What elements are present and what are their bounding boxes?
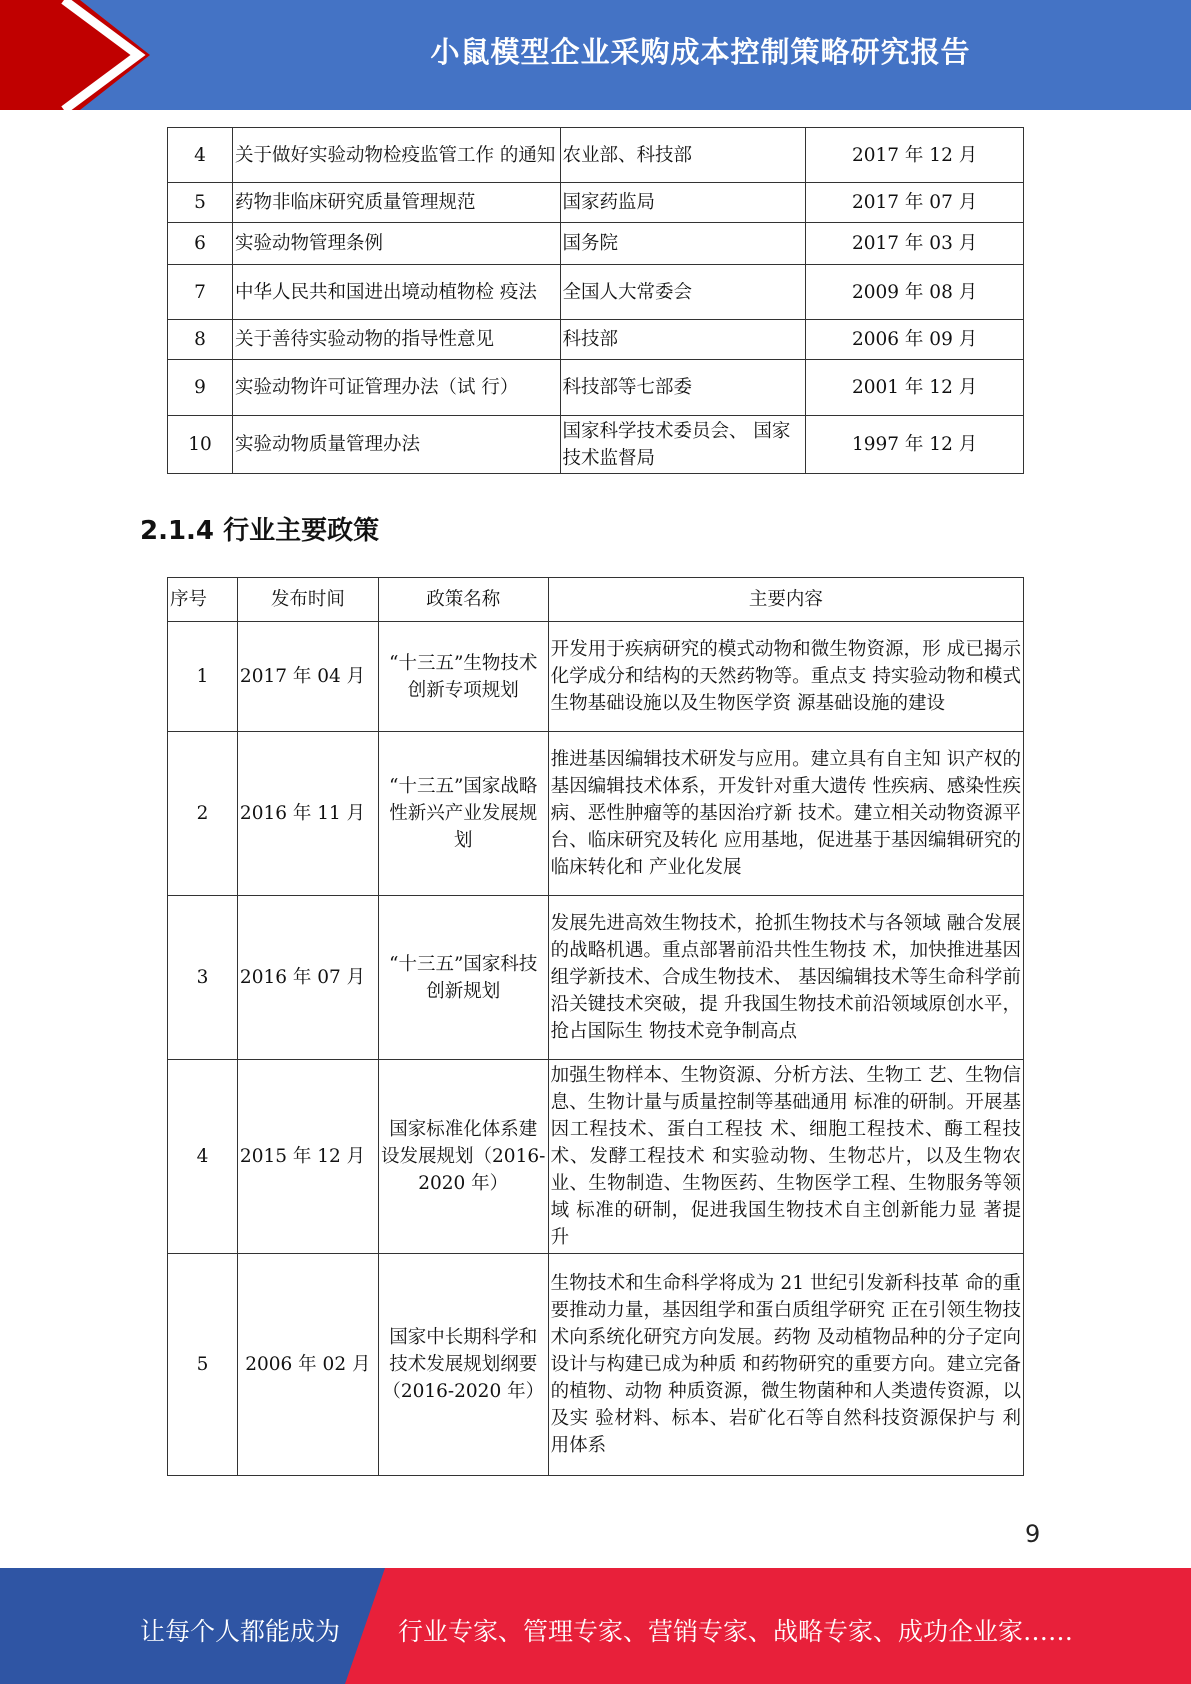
regulation-date: 2009 年 08 月 xyxy=(806,265,1024,320)
table-row xyxy=(168,128,1024,183)
row-number: 1 xyxy=(168,622,238,732)
regulation-issuer: 国家药监局 xyxy=(560,183,806,223)
table-row xyxy=(168,1254,1024,1476)
policy-name: 国家中长期科学和技术发展规划纲要 （2016-2020 年） xyxy=(378,1254,548,1476)
row-number: 8 xyxy=(168,320,233,360)
table-row xyxy=(168,622,1024,732)
regulations-table xyxy=(167,127,1024,474)
footer-slogan-right: 行业专家、管理专家、营销专家、战略专家、成功企业家…… xyxy=(398,1617,1074,1646)
regulation-date: 2017 年 03 月 xyxy=(806,223,1024,265)
page-header xyxy=(0,0,1191,110)
regulation-name: 实验动物许可证管理办法（试 行） xyxy=(232,360,560,416)
row-number: 9 xyxy=(168,360,233,416)
policy-content: 生物技术和生命科学将成为 21 世纪引发新科技革 命的重要推动力量，基因组学和蛋白质组学研究 正在引领生物技术向系统化研究方向发展。药物 及动植物品种的分子定向设计与构建已成为种质 和药物研究的重要方向。建立完备的植物、动物 种质资源，微生物菌种和人类遗传资源，以及实 验材料、标本、岩矿化石等自然科技资源保护与 利用体系 xyxy=(548,1254,1023,1476)
regulation-issuer: 科技部 xyxy=(560,320,806,360)
column-header-content: 主要内容 xyxy=(548,578,1023,622)
policy-content: 发展先进高效生物技术，抢抓生物技术与各领域 融合发展的战略机遇。重点部署前沿共性生物技 术，加快推进基因组学新技术、合成生物技术、 基因编辑技术等生命科学前沿关键技术突破，提 升我国生物技术前沿领域原创水平，抢占国际生 物技术竞争制高点 xyxy=(548,896,1023,1060)
policy-name: “十三五”生物技术创新专项规划 xyxy=(378,622,548,732)
policy-date: 2016 年 11 月 xyxy=(237,732,378,896)
table-row xyxy=(168,732,1024,896)
table-row xyxy=(168,183,1024,223)
regulation-name: 药物非临床研究质量管理规范 xyxy=(232,183,560,223)
regulation-date: 2006 年 09 月 xyxy=(806,320,1024,360)
regulation-issuer: 国务院 xyxy=(560,223,806,265)
regulation-issuer: 农业部、科技部 xyxy=(560,128,806,183)
policy-name: “十三五”国家科技创新规划 xyxy=(378,896,548,1060)
policy-name: 国家标准化体系建设发展规划（2016-2020 年） xyxy=(378,1060,548,1254)
page-number: 9 xyxy=(1025,1520,1041,1548)
policy-content: 加强生物样本、生物资源、分析方法、生物工 艺、生物信息、生物计量与质量控制等基础通用 标准的研制。开展基因工程技术、蛋白工程技 术、细胞工程技术、酶工程技术、发酵工程技术 和实验动物、生物芯片，以及生物农业、生物制造、生物医药、生物医学工程、生物服务等领域 标准的研制，促进我国生物技术自主创新能力显 著提升 xyxy=(548,1060,1023,1254)
column-header-name: 政策名称 xyxy=(378,578,548,622)
row-number: 4 xyxy=(168,128,233,183)
policy-name: “十三五”国家战略性新兴产业发展规划 xyxy=(378,732,548,896)
regulation-issuer: 科技部等七部委 xyxy=(560,360,806,416)
row-number: 10 xyxy=(168,416,233,474)
page-footer xyxy=(0,1568,1191,1684)
regulation-name: 实验动物质量管理办法 xyxy=(232,416,560,474)
row-number: 7 xyxy=(168,265,233,320)
table-row xyxy=(168,896,1024,1060)
policy-content: 推进基因编辑技术研发与应用。建立具有自主知 识产权的基因编辑技术体系，开发针对重大遗传 性疾病、感染性疾病、恶性肿瘤等的基因治疗新 技术。建立相关动物资源平台、临床研究及转化 应用基地，促进基于基因编辑研究的临床转化和 产业化发展 xyxy=(548,732,1023,896)
row-number: 5 xyxy=(168,183,233,223)
regulation-date: 2001 年 12 月 xyxy=(806,360,1024,416)
table-row xyxy=(168,223,1024,265)
regulation-name: 实验动物管理条例 xyxy=(232,223,560,265)
policy-table xyxy=(167,577,1024,1476)
policy-date: 2016 年 07 月 xyxy=(237,896,378,1060)
policy-date: 2017 年 04 月 xyxy=(237,622,378,732)
regulation-name: 关于做好实验动物检疫监管工作 的通知 xyxy=(232,128,560,183)
column-header-date: 发布时间 xyxy=(237,578,378,622)
row-number: 2 xyxy=(168,732,238,896)
row-number: 3 xyxy=(168,896,238,1060)
row-number: 4 xyxy=(168,1060,238,1254)
row-number: 6 xyxy=(168,223,233,265)
row-number: 5 xyxy=(168,1254,238,1476)
table-row xyxy=(168,1060,1024,1254)
footer-slogan-left: 让每个人都能成为 xyxy=(140,1617,341,1646)
table-row xyxy=(168,360,1024,416)
policy-date: 2006 年 02 月 xyxy=(237,1254,378,1476)
regulation-name: 中华人民共和国进出境动植物检 疫法 xyxy=(232,265,560,320)
table-row xyxy=(168,320,1024,360)
table-header-row xyxy=(168,578,1024,622)
regulation-issuer: 国家科学技术委员会、 国家技术监督局 xyxy=(560,416,806,474)
regulation-date: 1997 年 12 月 xyxy=(806,416,1024,474)
table-row xyxy=(168,416,1024,474)
regulation-name: 关于善待实验动物的指导性意见 xyxy=(232,320,560,360)
report-title: 小鼠模型企业采购成本控制策略研究报告 xyxy=(430,35,971,69)
table-row xyxy=(168,265,1024,320)
regulation-issuer: 全国人大常委会 xyxy=(560,265,806,320)
policy-date: 2015 年 12 月 xyxy=(237,1060,378,1254)
regulation-date: 2017 年 07 月 xyxy=(806,183,1024,223)
section-heading: 2.1.4 行业主要政策 xyxy=(140,516,380,546)
regulation-date: 2017 年 12 月 xyxy=(806,128,1024,183)
policy-content: 开发用于疾病研究的模式动物和微生物资源，形 成已揭示化学成分和结构的天然药物等。重点支 持实验动物和模式生物基础设施以及生物医学资 源基础设施的建设 xyxy=(548,622,1023,732)
column-header-number: 序号 xyxy=(168,578,238,622)
